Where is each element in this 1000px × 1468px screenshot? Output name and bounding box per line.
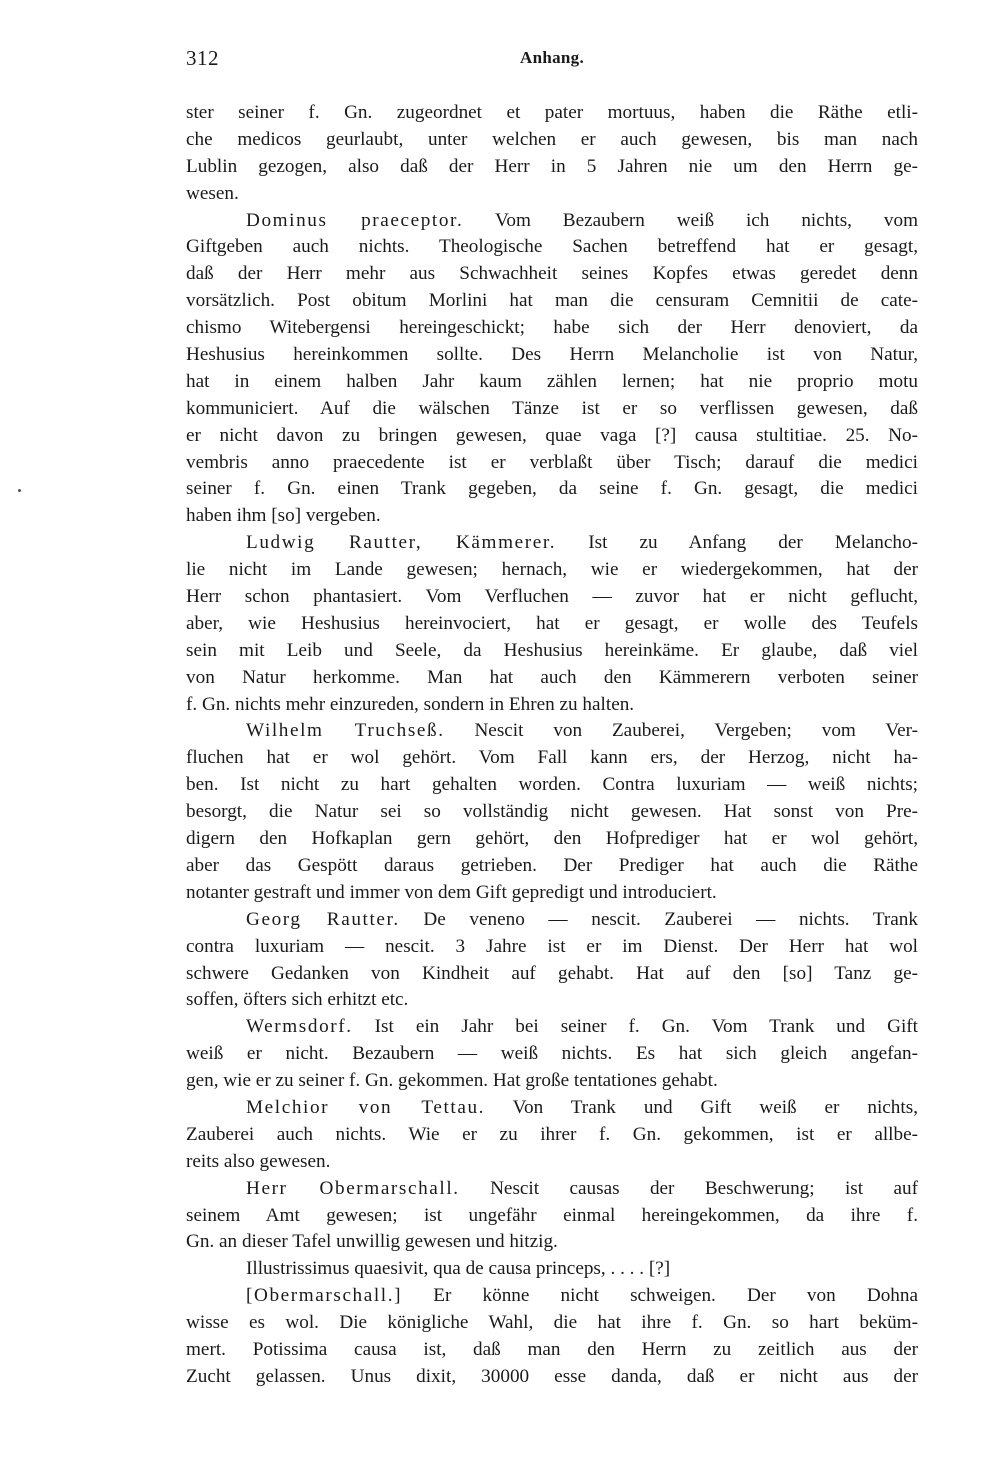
text-line: haben ihm [so] vergeben. (186, 505, 381, 527)
text-run: Ist ein Jahr bei seiner f. Gn. Vom Trank und Gift (352, 1016, 918, 1038)
page-header (186, 46, 918, 76)
text-line: er nicht davon zu bringen gewesen, quae vaga [?] causa stultitiae. 25. No- (186, 424, 918, 446)
text-line: soffen, öfters sich erhitzt etc. (186, 989, 409, 1011)
text-line: notanter gestraft und immer von dem Gift gepredigt und introduciert. (186, 881, 717, 903)
speaker-name: Wermsdorf. (246, 1016, 353, 1038)
text-line: fluchen hat er wol gehört. Vom Fall kann ers, der Herzog, nicht ha- (186, 747, 918, 769)
text-line: vembris anno praecedente ist er verblaßt über Tisch; darauf die medici (186, 451, 918, 473)
text-line: Lublin gezogen, also daß der Herr in 5 Jahren nie um den Herrn ge- (186, 155, 918, 177)
text-line: Heshusius hereinkommen sollte. Des Herrn Melancholie ist von Natur, (186, 344, 918, 366)
text-line: reits also gewesen. (186, 1150, 331, 1172)
text-line: Giftgeben auch nichts. Theologische Sachen betreffend hat er gesagt, (186, 236, 918, 258)
text-line: digern den Hofkaplan gern gehört, den Hofprediger hat er wol gehört, (186, 828, 918, 850)
text-line: kommuniciert. Auf die wälschen Tänze ist er so verflissen gewesen, daß (186, 397, 918, 419)
speaker-name: [Obermarschall.] (246, 1285, 403, 1307)
text-line: ben. Ist nicht zu hart gehalten worden. Contra luxuriam — weiß nichts; (186, 774, 918, 796)
text-line: ster seiner f. Gn. zugeordnet et pater mortuus, haben die Räthe etli- (186, 102, 918, 123)
body-text (186, 100, 918, 1391)
speaker-name: Wilhelm Truchseß. (246, 720, 445, 742)
speaker-name: Ludwig Rautter, Kämmerer. (246, 532, 557, 554)
speaker-name: Georg Rautter. (246, 908, 400, 930)
paragraph-first-line (186, 530, 918, 557)
text-run: De veneno — nescit. Zauberei — nichts. Trank (399, 908, 918, 930)
text-line: lie nicht im Lande gewesen; hernach, wie er wiedergekommen, hat der (186, 559, 918, 581)
text-run: Vom Bezaubern weiß ich nichts, vom (463, 209, 918, 231)
speaker-name: Herr Obermarschall. (246, 1177, 460, 1199)
text-line: seinem Amt gewesen; ist ungefähr einmal hereingekommen, da ihre f. (186, 1204, 918, 1226)
text-line: besorgt, die Natur sei so vollständig nicht gewesen. Hat sonst von Pre- (186, 801, 918, 823)
margin-speck (18, 489, 21, 492)
text-line: wisse es wol. Die königliche Wahl, die hat ihre f. Gn. so hart beküm- (186, 1312, 918, 1334)
speaker-name: Dominus praeceptor. (246, 209, 464, 231)
text-line: aber, wie Heshusius hereinvociert, hat er gesagt, er wolle des Teufels (186, 612, 918, 634)
text-line: Herr schon phantasiert. Vom Verfluchen — zuvor hat er nicht geflucht, (186, 586, 918, 608)
text-line: chismo Witebergensi hereingeschickt; habe sich der Herr denoviert, da (186, 317, 918, 339)
text-run: Ist zu Anfang der Melancho- (556, 532, 918, 554)
page-number: 312 (186, 46, 219, 70)
paragraph-first-line (186, 1014, 918, 1041)
text-line: vorsätzlich. Post obitum Morlini hat man die censuram Cemnitii de cate- (186, 290, 918, 312)
text-line: hat in einem halben Jahr kaum zählen lernen; hat nie proprio motu (186, 370, 918, 392)
text-run: Er könne nicht schweigen. Der von Dohna (402, 1285, 918, 1307)
text-line: schwere Gedanken von Kindheit auf gehabt. Hat auf den [so] Tanz ge- (186, 962, 918, 984)
text-run: Von Trank und Gift weiß er nichts, (485, 1096, 918, 1118)
text-line: daß der Herr mehr aus Schwachheit seines Kopfes etwas geredet denn (186, 263, 918, 285)
text-line: gen, wie er zu seiner f. Gn. gekommen. Hat große tentationes gehabt. (186, 1070, 718, 1092)
text-line: seiner f. Gn. einen Trank gegeben, da seine f. Gn. gesagt, die medici (186, 478, 918, 500)
paragraph-first-line (186, 907, 918, 934)
text-line: Illustrissimus quaesivit, qua de causa princeps, . . . . [?] (246, 1258, 671, 1280)
paragraph-first-line (186, 1095, 918, 1122)
text-line: sein mit Leib und Seele, da Heshusius hereinkäme. Er glaube, daß viel (186, 639, 918, 661)
paragraph-first-line (186, 1176, 918, 1203)
text-line: wesen. (186, 182, 239, 204)
text-line: von Natur herkomme. Man hat auch den Kämmerern verboten seiner (186, 666, 918, 688)
speaker-name: Melchior von Tettau. (246, 1096, 486, 1118)
text-line: aber das Gespött daraus getrieben. Der Prediger hat auch die Räthe (186, 854, 918, 876)
text-run: Nescit causas der Beschwerung; ist auf (459, 1177, 918, 1199)
text-line: Zauberei auch nichts. Wie er zu ihrer f. Gn. gekommen, ist er allbe- (186, 1123, 918, 1145)
paragraph-first-line (186, 718, 918, 745)
text-line: mert. Potissima causa ist, daß man den Herrn zu zeitlich aus der (186, 1338, 918, 1360)
text-line: weiß er nicht. Bezaubern — weiß nichts. Es hat sich gleich angefan- (186, 1043, 918, 1065)
text-line: Gn. an dieser Tafel unwillig gewesen und hitzig. (186, 1231, 558, 1253)
text-line: f. Gn. nichts mehr einzureden, sondern in Ehren zu halten. (186, 693, 635, 715)
text-run: Nescit von Zauberei, Vergeben; vom Ver- (444, 720, 918, 742)
text-line: che medicos geurlaubt, unter welchen er auch gewesen, bis man nach (186, 128, 918, 150)
text-line: Zucht gelassen. Unus dixit, 30000 esse danda, daß er nicht aus der (186, 1365, 918, 1387)
paragraph-first-line (186, 1283, 918, 1310)
text-line: contra luxuriam — nescit. 3 Jahre ist er im Dienst. Der Herr hat wol (186, 935, 918, 957)
running-title: Anhang. (520, 48, 584, 67)
paragraph-first-line (186, 208, 918, 235)
